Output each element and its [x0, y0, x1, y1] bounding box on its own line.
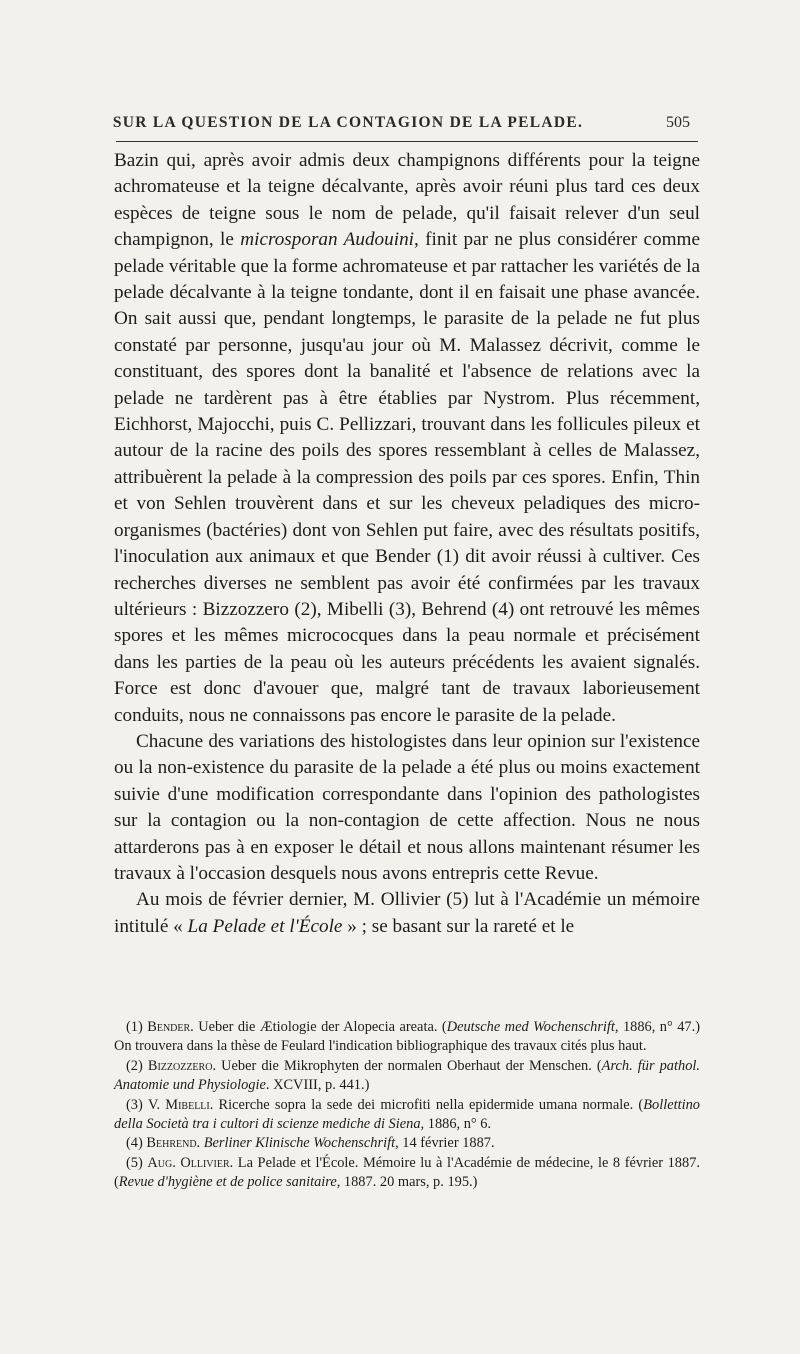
footnote-2-text-b: . XCVIII, p. 441.) — [265, 1077, 370, 1094]
paragraph-3 — [114, 887, 700, 940]
footnote-2 — [114, 1057, 700, 1096]
paragraph-3-text-b: » ; se basant sur la rareté et le — [342, 915, 575, 937]
footnote-1-author: Bender — [147, 1019, 191, 1035]
footnote-5-italic: Revue d'hygiène et de police sanitaire — [118, 1174, 337, 1191]
footnote-4-number: (4) — [126, 1135, 147, 1152]
footnote-1-text-b: , 1886, n° 47.) On trouvera dans la thèse de Feulard l'indication bibliographique des travaux cités plus haut. — [114, 1019, 700, 1055]
footnote-1-italic: Deutsche med Wochenschrift — [446, 1019, 615, 1035]
footnote-4-italic: Berliner Klinische Wochenschrift — [203, 1135, 396, 1152]
footnote-5-author: Aug. Ollivier — [147, 1154, 230, 1171]
footnote-4-text-b: , 14 février 1887. — [395, 1135, 495, 1152]
page-number: 505 — [666, 114, 690, 131]
paragraph-1-text-b: , finit par ne plus considérer comme pelade véritable que la forme achromateuse et par rattacher les variétés de la pelade décalvante à la teigne tondante, dont il en faisait une phase avancée. On sait aussi que, pendant longtemps, le parasite de la pelade ne fut plus constaté par personne, jusqu'au jour où M. Malassez décrivit, comme le constituant, des spores dont la banalité et l'absence de relations avec la pelade ne tardèrent pas à être établies par Nystrom. Plus récemment, Eichhorst, Majocchi, puis C. Pellizzari, trouvant dans les follicules pileux et autour de la racine des poils des spores ressemblant à celles de Malassez, attribuèrent la pelade à la compression des poils par ces spores. Enfin, Thin et von Sehlen trouvèrent dans et sur les cheveux peladiques des micro-organismes (bactéries) dont von Sehlen put faire, avec des résultats positifs, l'inoculation aux animaux et que Bender (1) dit avoir réussi à cultiver. Ces recherches diverses ne semblent pas avoir été confirmées par les travaux ultérieurs : Bizzozzero (2), Mibelli (3), Behrend (4) ont retrouvé les mêmes spores et les mêmes micrococques dans la peau normale et précisément dans les parties de la peau où les auteurs précédents les avaient signalés. Force est donc d'avouer que, malgré tant de travaux laborieusement conduits, nous ne connaissons pas encore le parasite de la pelade. — [114, 229, 700, 726]
footnote-3-number: (3) — [126, 1096, 148, 1113]
footnote-3-italic: Bollettino della Società tra i cultori di scienze mediche di Siena — [114, 1096, 700, 1133]
paragraph-3-text-a: Au mois de février dernier, M. Ollivier (5) lut à l'Académie un mémoire intitulé « — [114, 889, 700, 937]
footnote-2-italic: Arch. für pathol. Anatomie und Physiologie — [114, 1057, 700, 1094]
header-rule — [116, 141, 698, 142]
footnote-2-number: (2) — [126, 1057, 148, 1074]
running-title: SUR LA QUESTION DE LA CONTAGION DE LA PELADE. — [112, 114, 584, 131]
paragraph-1-italic: microsporan Audouini — [240, 229, 414, 251]
footnotes — [114, 1018, 700, 1193]
footnote-3 — [114, 1096, 700, 1135]
footnote-5-text-a: . La Pelade et l'École. Mémoire lu à l'Académie de médecine, le 8 février 1887. ( — [114, 1154, 700, 1191]
paragraph-3-italic: La Pelade et l'École — [187, 915, 343, 937]
paragraph-1-text-a: Bazin qui, après avoir admis deux champignons différents pour la teigne achromateuse et la teigne décalvante, après avoir réuni plus tard ces deux espèces de teigne sous le nom de pelade, qu'il faisait relever d'un seul champignon, le — [114, 150, 700, 251]
footnote-1 — [114, 1018, 700, 1057]
footnote-2-author: Bizzozzero — [147, 1057, 213, 1074]
footnote-5 — [114, 1154, 700, 1193]
footnote-1-number: (1) — [126, 1019, 148, 1035]
footnote-4-text-a: . — [196, 1135, 204, 1152]
footnote-4-author: Behrend — [146, 1135, 197, 1152]
footnote-5-number: (5) — [126, 1154, 148, 1171]
footnote-3-author: V. Mibelli — [147, 1096, 210, 1113]
footnote-3-text-b: , 1886, n° 6. — [420, 1116, 492, 1133]
main-text — [114, 148, 700, 940]
footnote-3-text-a: . Ricerche sopra la sede dei microfiti nella epidermide umana normale. ( — [209, 1096, 644, 1113]
footnote-5-text-b: , 1887. 20 mars, p. 195.) — [336, 1174, 478, 1191]
footnote-4 — [114, 1134, 700, 1153]
paragraph-1 — [114, 148, 700, 729]
running-header — [30, 114, 690, 132]
footnote-1-text-a: . Ueber die Ætiologie der Alopecia areata. ( — [190, 1019, 447, 1035]
paragraph-2: Chacune des variations des histologistes dans leur opinion sur l'existence ou la non-existence du parasite de la pelade a été plus ou moins exactement suivie d'une modification correspondante dans l'opinion des pathologistes sur la contagion ou la non-contagion de cette affection. Nous ne nous attarderons pas à en exposer le détail et nous allons maintenant résumer les travaux à l'occasion desquels nous avons entrepris cette Revue. — [114, 730, 700, 884]
footnote-2-text-a: . Ueber die Mikrophyten der normalen Oberhaut der Menschen. ( — [212, 1057, 602, 1074]
